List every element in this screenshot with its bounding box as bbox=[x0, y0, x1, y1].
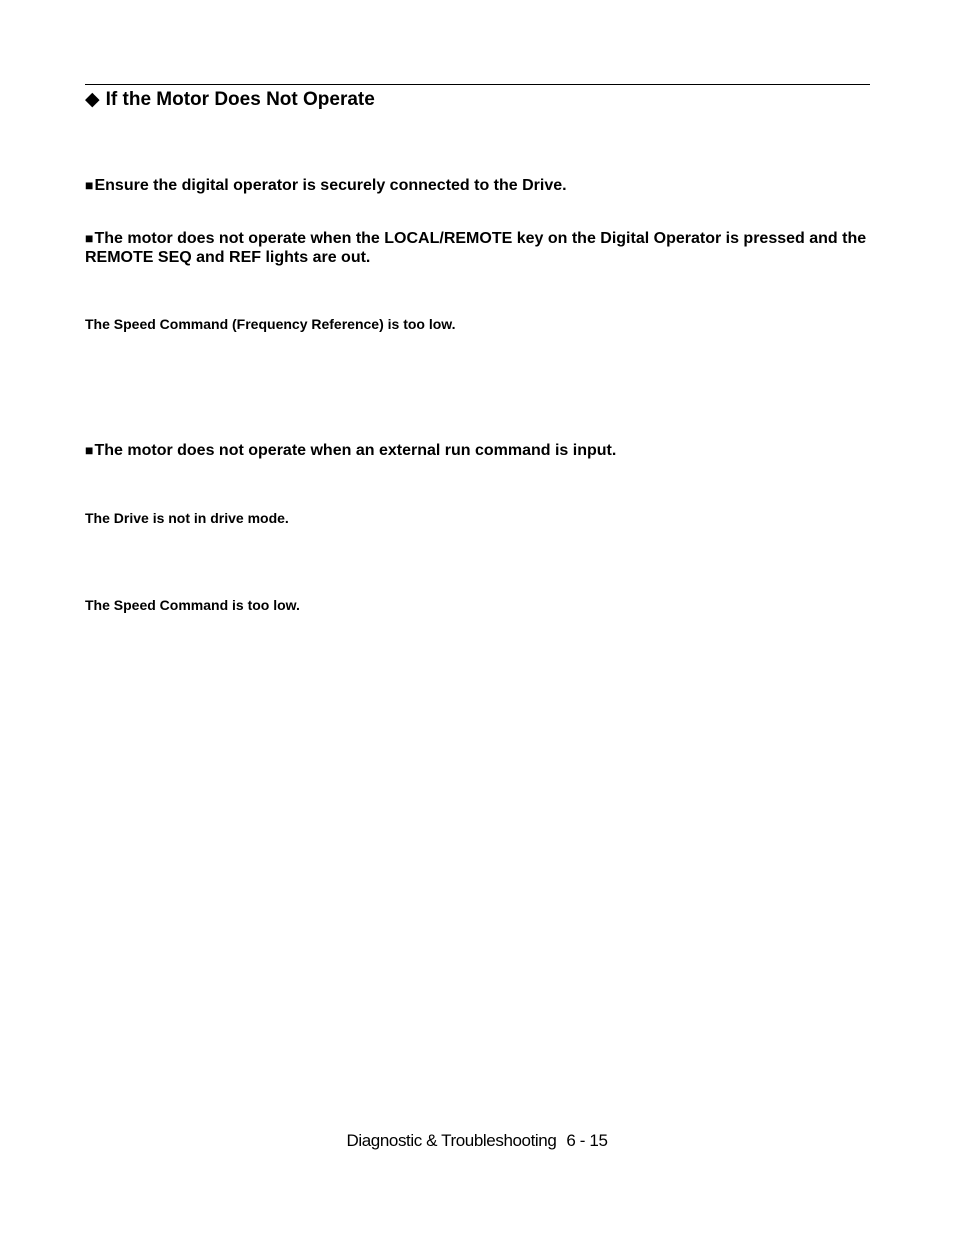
square-bullet-icon: ■ bbox=[85, 442, 94, 458]
cause-speed-command-low: The Speed Command (Frequency Reference) is too low. bbox=[85, 316, 456, 332]
section-title-text: If the Motor Does Not Operate bbox=[105, 89, 375, 110]
cause-speed-too-low: The Speed Command is too low. bbox=[85, 597, 300, 613]
subhead-local-remote bbox=[85, 229, 875, 267]
cause-not-drive-mode: The Drive is not in drive mode. bbox=[85, 510, 289, 526]
top-rule bbox=[85, 84, 870, 85]
subhead-secure-connection bbox=[85, 176, 875, 195]
square-bullet-icon: ■ bbox=[85, 177, 94, 193]
subhead-text: Ensure the digital operator is securely connected to the Drive. bbox=[94, 177, 567, 194]
diamond-bullet-icon: ◆ bbox=[85, 89, 100, 110]
footer-label: Diagnostic & Troubleshooting bbox=[346, 1131, 557, 1150]
page-footer bbox=[0, 1131, 954, 1151]
subhead-text: The motor does not operate when the LOCAL/REMOTE key on the Digital Operator is pressed and the REMOTE SEQ and REF lights are out. bbox=[85, 230, 867, 266]
square-bullet-icon: ■ bbox=[85, 230, 94, 246]
subhead-external-run bbox=[85, 441, 875, 460]
section-title bbox=[85, 89, 375, 111]
subhead-text: The motor does not operate when an external run command is input. bbox=[94, 442, 617, 459]
page-number: 6 - 15 bbox=[566, 1131, 608, 1150]
